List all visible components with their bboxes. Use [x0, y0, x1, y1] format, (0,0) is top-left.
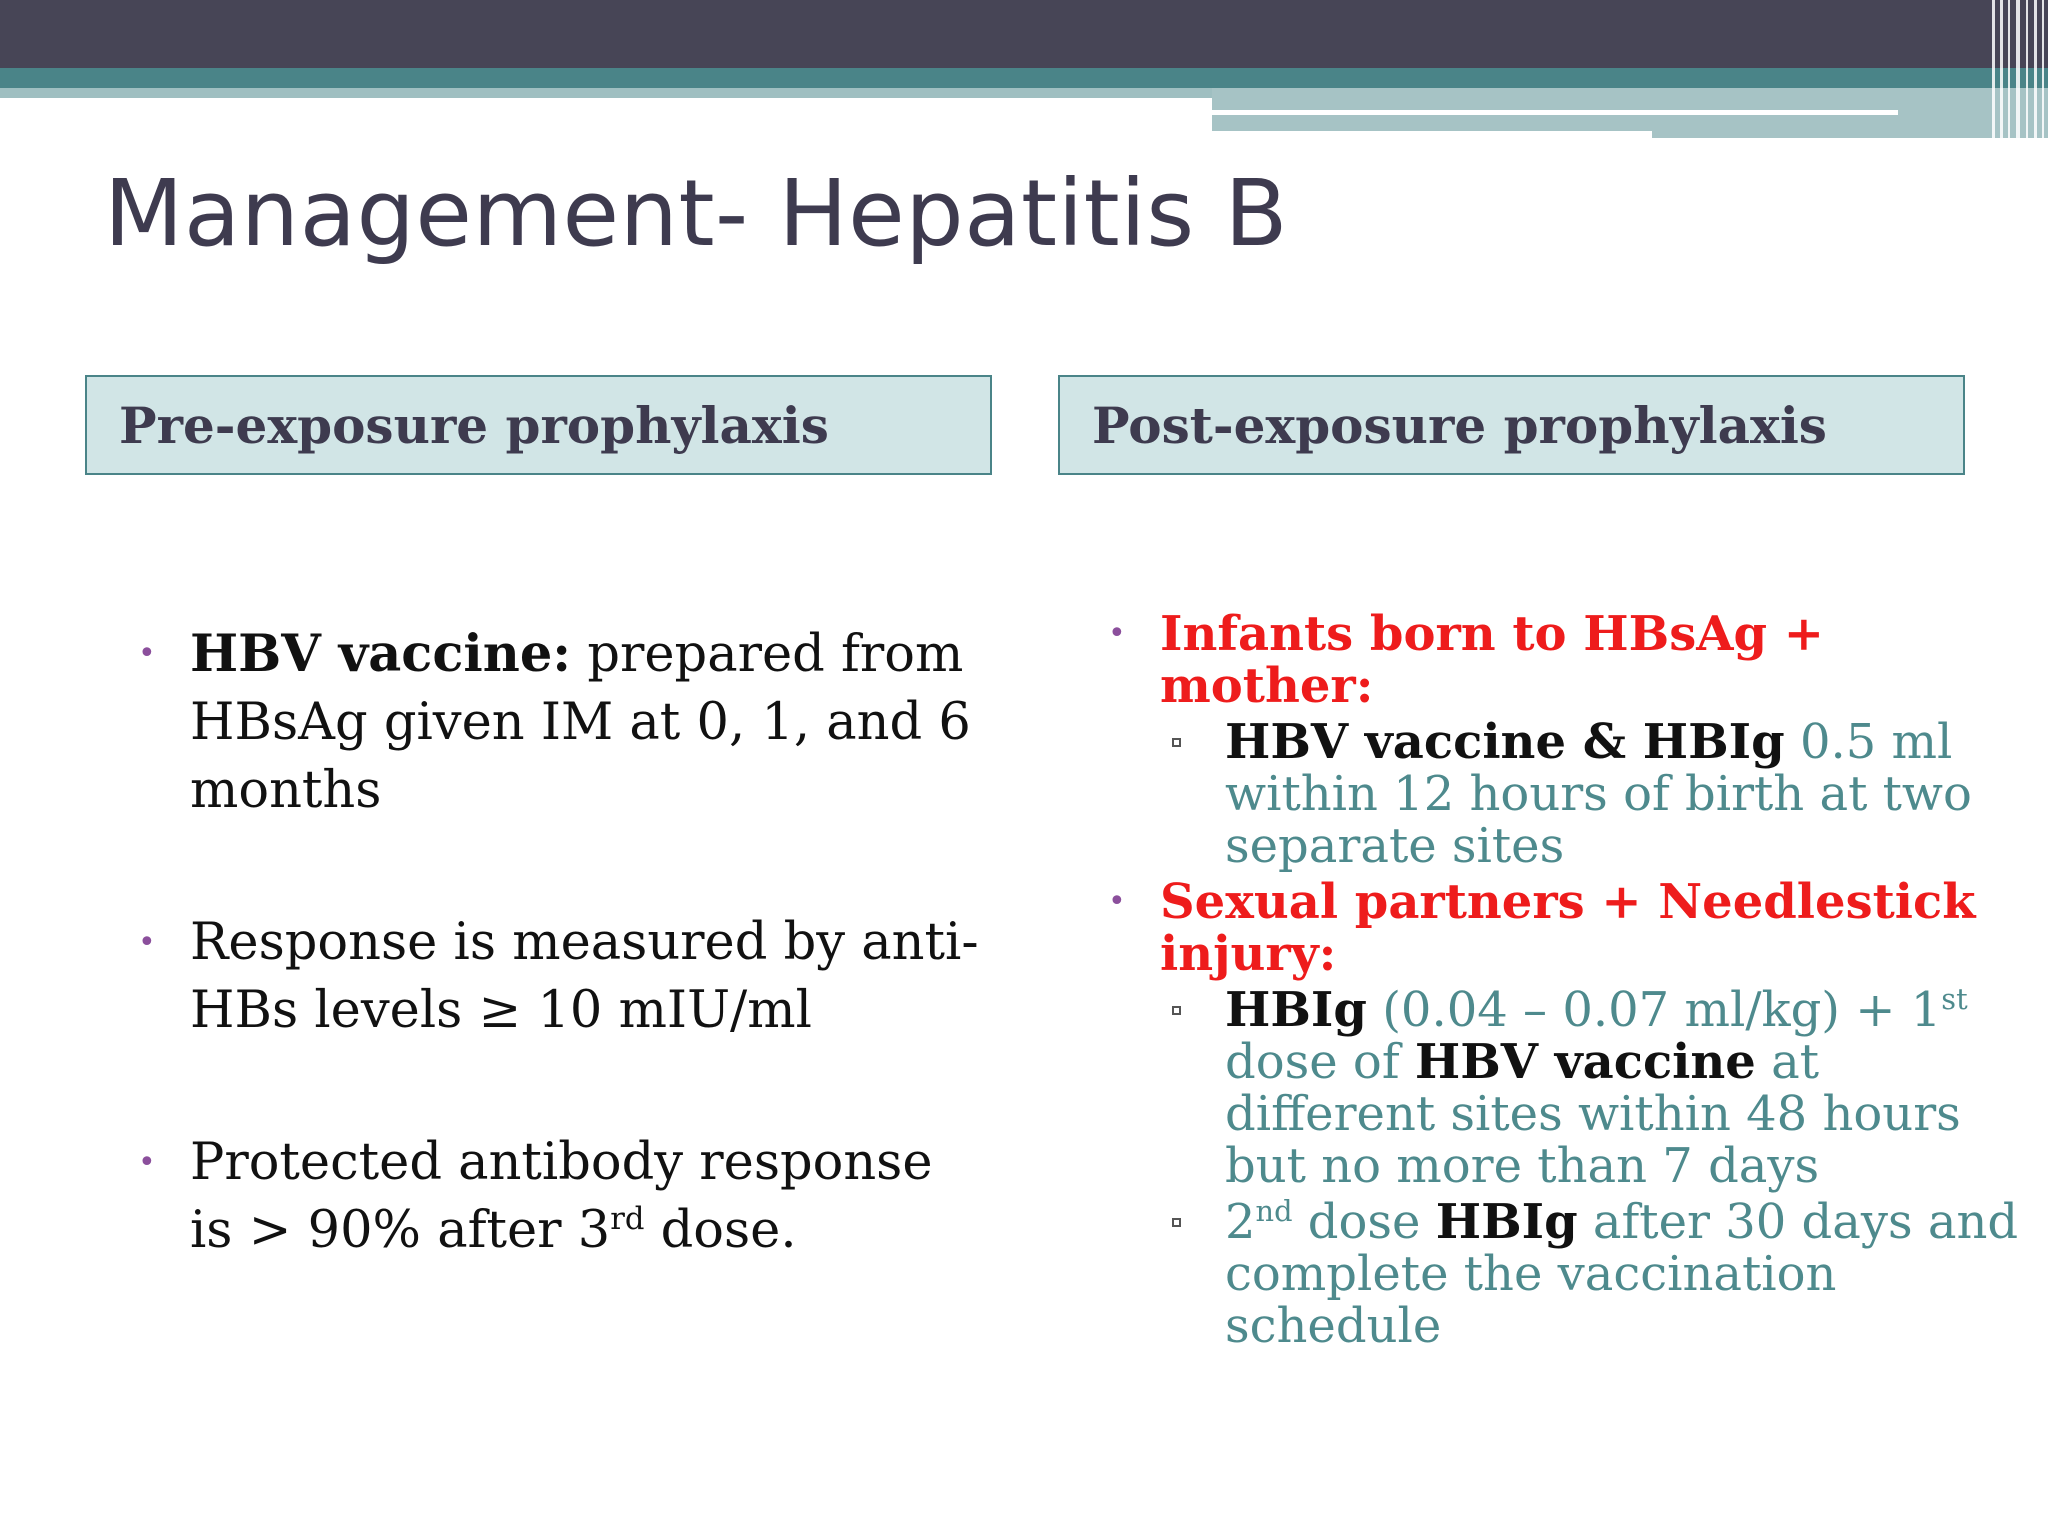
list-item: [1100, 608, 2020, 872]
top-banner-teal-light: [0, 88, 1212, 98]
sub-text: dose: [1292, 1194, 1436, 1250]
sub-sup: st: [1941, 982, 1968, 1016]
bullet-icon: •: [1108, 616, 1126, 651]
bullet-icon: •: [138, 1145, 156, 1180]
list-item: [130, 1129, 990, 1265]
post-exposure-list: [1100, 608, 2020, 1352]
sub-bold: HBV vaccine: [1414, 1034, 1756, 1090]
list-item: [130, 909, 990, 1045]
post-exposure-header: Post-exposure prophylaxis: [1058, 375, 1965, 475]
top-banner-teal: [0, 68, 2048, 88]
sub-sup: nd: [1255, 1194, 1293, 1228]
pre-exposure-header: Pre-exposure prophylaxis: [85, 375, 992, 475]
sub-text: at different sites within 48 hours but no more than 7 days: [1225, 1034, 1961, 1194]
sub-text: 2: [1225, 1194, 1256, 1250]
sub-text: dose of: [1225, 1034, 1415, 1090]
bullet-icon: •: [138, 925, 156, 960]
list-item: [130, 620, 990, 825]
group-heading: Sexual partners + Needlestick injury:: [1160, 874, 1976, 982]
square-bullet-icon: [1172, 738, 1181, 747]
sub-bold: HBIg: [1225, 982, 1367, 1038]
slide-title: Management- Hepatitis B: [104, 160, 1289, 267]
sub-bold: HBV vaccine & HBIg: [1225, 714, 1785, 770]
top-banner-dark: [0, 0, 2048, 68]
sub-item: [1160, 984, 2020, 1192]
item-text: prepared from HBsAg given IM at 0, 1, and 6 months: [190, 625, 971, 820]
bullet-icon: •: [1108, 884, 1126, 919]
item-text: dose.: [644, 1201, 797, 1260]
top-banner-line: [1212, 131, 1652, 138]
item-text: Response is measured by anti-HBs levels ≥ 10 mIU/ml: [190, 913, 979, 1040]
sub-text: after 30 days and complete the vaccination schedule: [1225, 1194, 2019, 1354]
square-bullet-icon: [1172, 1218, 1181, 1227]
pre-exposure-list: [130, 620, 990, 1349]
item-sup: rd: [610, 1202, 645, 1237]
top-banner-stripes: [1990, 0, 2048, 138]
bullet-icon: •: [138, 636, 156, 671]
item-text: Protected antibody response is > 90% after 3: [190, 1133, 933, 1260]
sub-text: 0.5 ml within 12 hours of birth at two separate sites: [1225, 714, 1972, 874]
sub-bold: HBIg: [1435, 1194, 1578, 1250]
sub-item: [1160, 716, 2020, 872]
group-heading: Infants born to HBsAg + mother:: [1160, 606, 1824, 714]
top-banner-line: [1212, 110, 1898, 115]
list-item: [1100, 876, 2020, 1352]
sub-item: [1160, 1196, 2020, 1352]
item-bold: HBV vaccine:: [190, 624, 572, 684]
square-bullet-icon: [1172, 1006, 1181, 1015]
sub-text: (0.04 – 0.07 ml/kg) + 1: [1366, 982, 1942, 1038]
